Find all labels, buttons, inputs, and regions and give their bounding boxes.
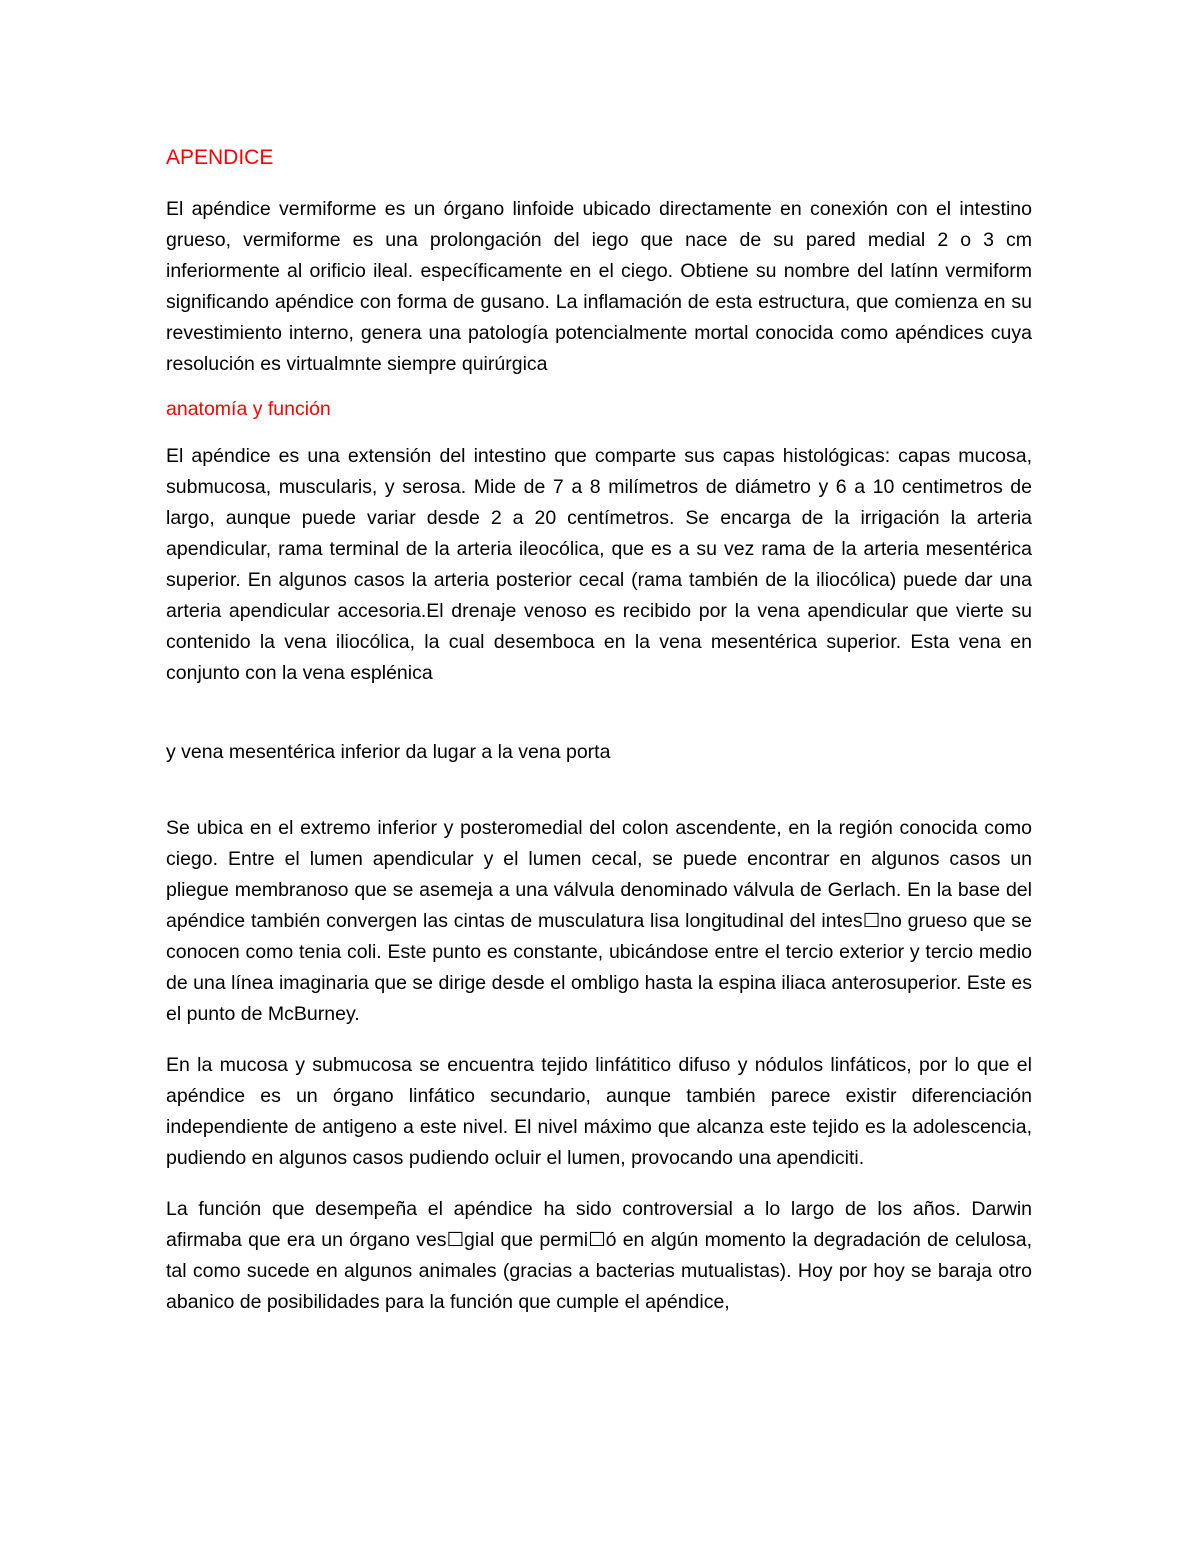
function-paragraph: La función que desempeña el apéndice ha sido controversial a lo largo de los años. Darwin afirmaba que era un órgano ves☐gial que permi☐ó en algún momento la degradación de celulosa, tal como sucede en algunos animales (gracias a bacterias mutualistas). Hoy por hoy se baraja otro abanico de posibilidades para la función que cumple el apéndice, — [166, 1198, 1032, 1313]
intro-paragraph: El apéndice vermiforme es un órgano linfoide ubicado directamente en conexión con el intestino grueso, vermiforme es una prolongación del iego que nace de su pared medial 2 o 3 cm inferiormente al orificio ileal. específicamente en el ciego. Obtiene su nombre del latínn vermiform significando apéndice con forma de gusano. La inflamación de esta estructura, que comienza en su revestimiento interno, genera una patología potencialmente mortal conocida como apéndices cuya resolución es virtualmnte siempre quirúrgica — [166, 198, 1032, 375]
section-heading-anatomia: anatomía y función — [166, 398, 331, 420]
anatomy-paragraph: El apéndice es una extensión del intestino que comparte sus capas histológicas: capas mucosa, submucosa, muscularis, y serosa. Mide de 7 a 8 milímetros de diámetro y 6 a 10 centimetros de largo, aunque puede variar desde 2 a 20 centímetros. Se encarga de la irrigación la arteria apendicular, rama terminal de la arteria ileocólica, que es a su vez rama de la arteria mesentérica superior. En algunos casos la arteria posterior cecal (rama también de la iliocólica) puede dar una arteria apendicular accesoria.El drenaje venoso es recibido por la vena apendicular que vierte su contenido la vena iliocólica, la cual desemboca en la vena mesentérica superior. Esta vena en conjunto con la vena esplénica — [166, 445, 1032, 684]
location-paragraph: Se ubica en el extremo inferior y posteromedial del colon ascendente, en la región conocida como ciego. Entre el lumen apendicular y el lumen cecal, se puede encontrar en algunos casos un pliegue membranoso que se asemeja a una válvula denominado válvula de Gerlach. En la base del apéndice también convergen las cintas de musculatura lisa longitudinal del intes☐no grueso que se conocen como tenia coli. Este punto es constante, ubicándose entre el tercio exterior y tercio medio de una línea imaginaria que se dirige desde el ombligo hasta la espina iliaca anterosuperior. Este es el punto de McBurney. — [166, 817, 1032, 1025]
porta-paragraph: y vena mesentérica inferior da lugar a la vena porta — [166, 741, 611, 763]
document-body — [166, 140, 1032, 1336]
mucosa-paragraph: En la mucosa y submucosa se encuentra tejido linfátitico difuso y nódulos linfáticos, por lo que el apéndice es un órgano linfático secundario, aunque también parece existir diferenciación independiente de antigeno a este nivel. El nivel máximo que alcanza este tejido es la adolescencia, pudiendo en algunos casos pudiendo ocluir el lumen, provocando una apendiciti. — [166, 1054, 1032, 1169]
document-title: APENDICE — [166, 146, 274, 169]
